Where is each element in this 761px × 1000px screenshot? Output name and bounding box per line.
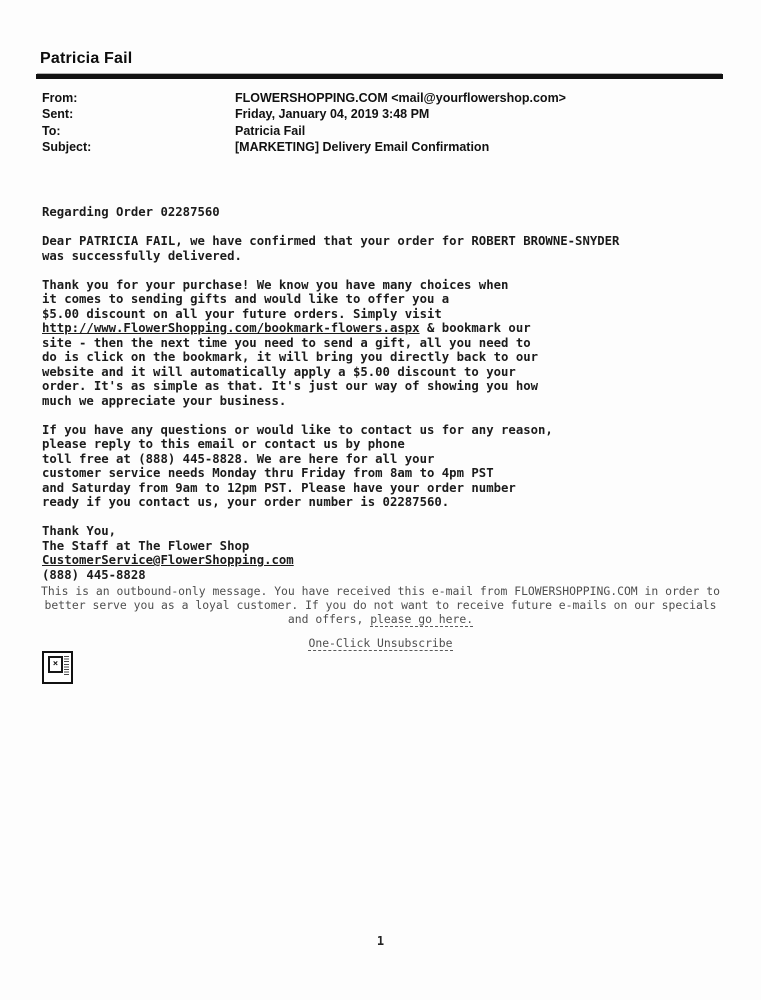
text-segment: do is click on the bookmark, it will bring you directly back to our bbox=[42, 350, 539, 364]
text-line bbox=[42, 263, 742, 278]
broken-image-alt-text bbox=[64, 656, 69, 677]
broken-image-icon[interactable] bbox=[42, 651, 73, 684]
email-footer-disclaimer bbox=[0, 584, 761, 650]
text-line bbox=[42, 568, 742, 583]
please-go-here-link[interactable]: please go here. bbox=[370, 612, 474, 627]
meta-row-subject bbox=[42, 139, 722, 155]
text-segment: $5.00 discount on all your future orders. Simply visit bbox=[42, 306, 442, 321]
text-segment: Thank you for your purchase! We know you have many choices when bbox=[42, 277, 509, 292]
meta-row-to bbox=[42, 123, 722, 139]
text-segment: better serve you as a loyal customer. If you do not want to receive future e-mails on our specials bbox=[44, 598, 717, 613]
text-line bbox=[0, 598, 761, 612]
one-click-unsubscribe-link[interactable]: One-Click Unsubscribe bbox=[308, 635, 453, 650]
text-line bbox=[42, 394, 742, 409]
text-segment: much we appreciate your business. bbox=[42, 393, 287, 408]
sent-label: Sent: bbox=[42, 107, 74, 122]
text-line bbox=[42, 423, 742, 438]
text-line bbox=[42, 539, 742, 554]
header-divider bbox=[36, 74, 723, 79]
text-segment: If you have any questions or would like to contact us for any reason, bbox=[42, 422, 553, 437]
text-segment: The Staff at The Flower Shop bbox=[42, 538, 250, 553]
page-number: 1 bbox=[376, 934, 385, 948]
text-line bbox=[42, 510, 742, 525]
text-line bbox=[42, 408, 742, 423]
text-segment: toll free at (888) 445-8828. We are here for all your bbox=[42, 451, 435, 466]
text-line bbox=[0, 612, 761, 626]
bookmark-flowers-link[interactable]: http://www.FlowerShopping.com/bookmark-flowers.aspx bbox=[42, 321, 420, 335]
text-line bbox=[42, 524, 742, 539]
text-segment: Thank You, bbox=[42, 524, 117, 538]
text-segment: & bookmark our bbox=[419, 321, 531, 335]
text-line bbox=[42, 437, 742, 452]
customer-service-email-link[interactable]: CustomerService@FlowerShopping.com bbox=[42, 553, 294, 567]
text-line bbox=[42, 365, 742, 380]
text-segment: Regarding Order 02287560 bbox=[42, 205, 220, 219]
text-segment: site - then the next time you need to send a gift, all you need to bbox=[42, 335, 531, 350]
text-line bbox=[42, 495, 742, 510]
text-line bbox=[42, 292, 742, 307]
page-title: Patricia Fail bbox=[40, 50, 133, 67]
meta-row-sent bbox=[42, 106, 722, 122]
text-line bbox=[42, 321, 742, 336]
text-line bbox=[42, 234, 742, 249]
broken-image-x-icon: × bbox=[48, 656, 63, 673]
text-segment: order. It's as simple as that. It's just our way of showing you how bbox=[42, 379, 539, 393]
text-line bbox=[0, 584, 761, 598]
to-label: To: bbox=[42, 123, 61, 138]
text-segment: customer service needs Monday thru Friday from 8am to 4pm PST bbox=[42, 466, 494, 480]
text-segment: and Saturday from 9am to 12pm PST. Please have your order number bbox=[42, 480, 516, 495]
text-line bbox=[42, 336, 742, 351]
subject-label: Subject: bbox=[42, 140, 92, 155]
text-line bbox=[42, 249, 742, 264]
text-segment: please reply to this email or contact us by phone bbox=[42, 437, 405, 451]
text-segment: (888) 445-8828 bbox=[42, 567, 146, 582]
text-line bbox=[42, 379, 742, 394]
text-line bbox=[42, 278, 742, 293]
meta-row-from bbox=[42, 90, 722, 106]
text-line bbox=[42, 452, 742, 467]
email-body bbox=[42, 205, 742, 582]
text-segment: This is an outbound-only message. You have received this e-mail from FLOWERSHOPPING.COM in order to bbox=[41, 584, 720, 598]
text-line bbox=[42, 350, 742, 365]
text-segment: Dear PATRICIA FAIL, we have confirmed that your order for ROBERT BROWNE-SNYDER bbox=[42, 234, 620, 248]
text-segment: website and it will automatically apply a $5.00 discount to your bbox=[42, 364, 516, 379]
text-line bbox=[42, 466, 742, 481]
text-segment: was successfully delivered. bbox=[42, 248, 242, 263]
email-meta-header bbox=[42, 90, 722, 156]
text-segment: ready if you contact us, your order number is 02287560. bbox=[42, 495, 450, 509]
text-segment: and offers, bbox=[287, 612, 371, 627]
text-line bbox=[42, 553, 742, 568]
sent-value: Friday, January 04, 2019 3:48 PM bbox=[235, 107, 430, 122]
to-value: Patricia Fail bbox=[235, 123, 306, 138]
text-line bbox=[42, 220, 742, 235]
text-line bbox=[42, 307, 742, 322]
text-line bbox=[42, 205, 742, 220]
from-value: FLOWERSHOPPING.COM <mail@yourflowershop.com> bbox=[235, 91, 566, 105]
from-label: From: bbox=[42, 91, 78, 105]
text-line bbox=[0, 636, 761, 650]
subject-value: [MARKETING] Delivery Email Confirmation bbox=[235, 140, 490, 155]
text-line bbox=[42, 481, 742, 496]
text-segment: it comes to sending gifts and would like to offer you a bbox=[42, 292, 450, 306]
